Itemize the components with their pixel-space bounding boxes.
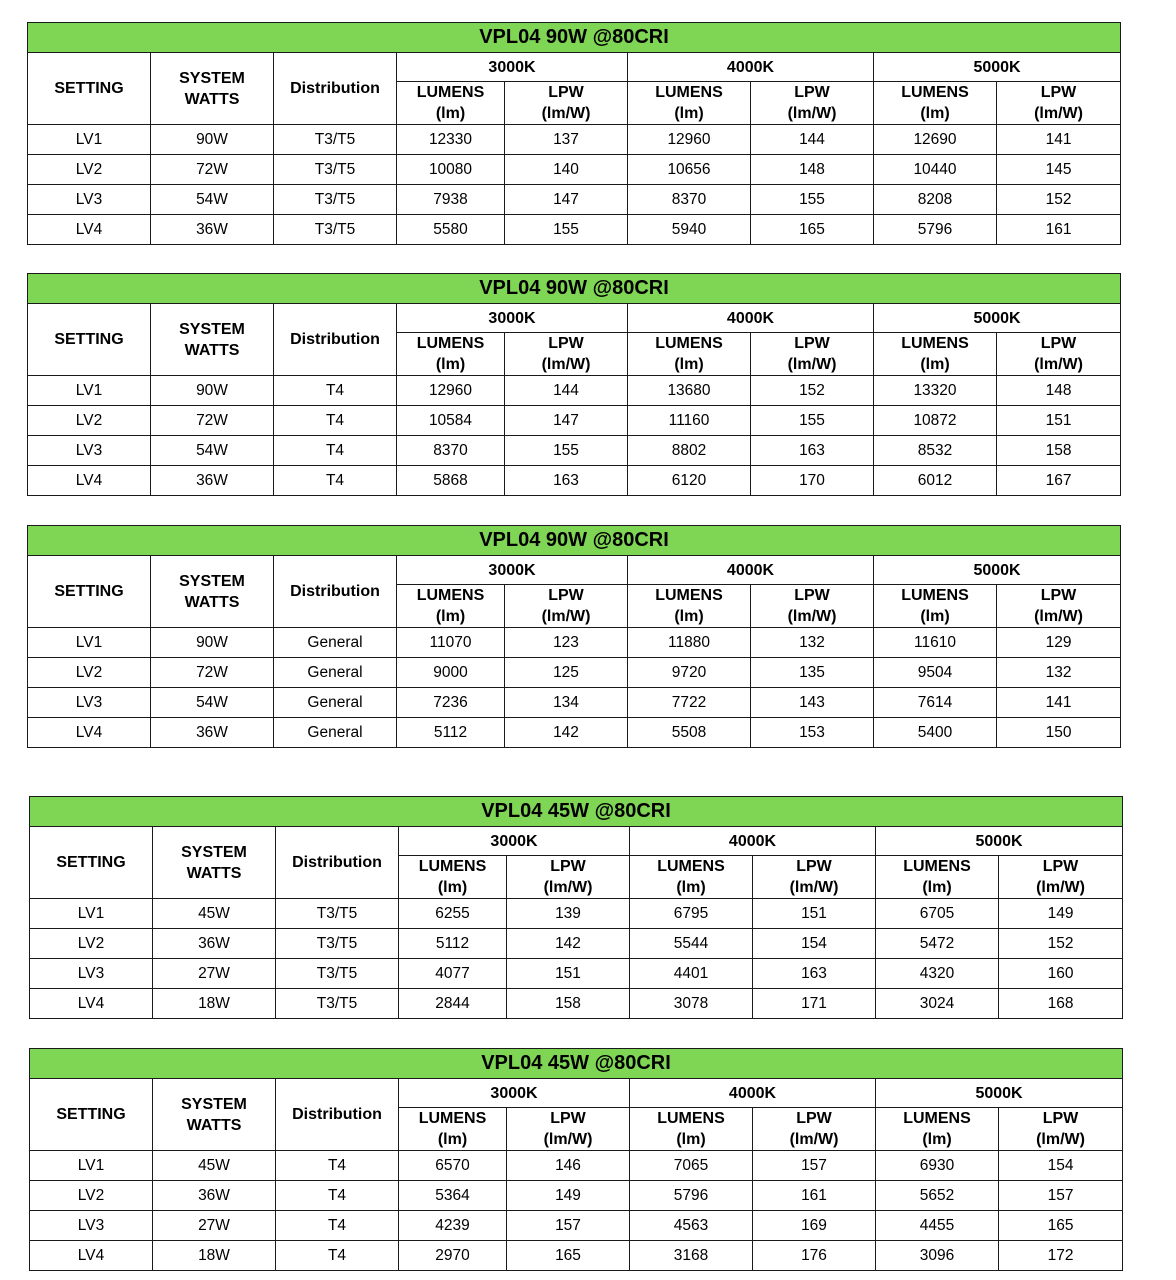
distribution-cell: T4 [276,1241,399,1271]
lpw-cell: 155 [751,185,874,215]
lumens-cell: 3168 [630,1241,753,1271]
lumens-header: LUMENS (lm) [874,585,997,628]
lpw-cell: 154 [999,1151,1123,1181]
watts-cell: 90W [151,376,274,406]
watts-cell: 18W [153,989,276,1019]
setting-cell: LV3 [28,688,151,718]
cct-3000k-header: 3000K [397,556,628,585]
watts-cell: 18W [153,1241,276,1271]
watts-cell: 36W [151,466,274,496]
lpw-header: LPW (lm/W) [751,333,874,376]
lpw-cell: 155 [505,215,628,245]
table-row [30,1211,1123,1241]
table-body [28,125,1121,245]
cct-4000k-header: 4000K [628,53,874,82]
setting-cell: LV4 [30,1241,153,1271]
cct-5000k-header: 5000K [874,556,1121,585]
lpw-cell: 145 [997,155,1121,185]
lpw-header: LPW (lm/W) [505,333,628,376]
lpw-cell: 176 [753,1241,876,1271]
lpw-cell: 147 [505,185,628,215]
lumens-header: LUMENS (lm) [876,856,999,899]
distribution-cell: T3/T5 [276,989,399,1019]
lumens-cell: 11070 [397,628,505,658]
lpw-cell: 147 [505,406,628,436]
setting-header: SETTING [28,304,151,376]
lpw-cell: 129 [997,628,1121,658]
setting-cell: LV4 [28,718,151,748]
lumens-cell: 10080 [397,155,505,185]
lpw-cell: 144 [751,125,874,155]
setting-cell: LV3 [30,1211,153,1241]
cct-5000k-header: 5000K [876,1079,1123,1108]
distribution-header: Distribution [274,53,397,125]
lumens-cell: 5652 [876,1181,999,1211]
lumens-cell: 9000 [397,658,505,688]
distribution-header: Distribution [276,1079,399,1151]
lpw-cell: 132 [997,658,1121,688]
lpw-cell: 151 [507,959,630,989]
setting-header: SETTING [28,53,151,125]
table-row [28,376,1121,406]
lpw-cell: 151 [753,899,876,929]
watts-cell: 36W [153,929,276,959]
spec-table-2 [27,273,1121,496]
setting-cell: LV2 [28,155,151,185]
lpw-cell: 170 [751,466,874,496]
lumens-cell: 4401 [630,959,753,989]
lumens-cell: 5868 [397,466,505,496]
system-watts-header: SYSTEM WATTS [151,53,274,125]
system-watts-header: SYSTEM WATTS [153,827,276,899]
lpw-header: LPW (lm/W) [505,82,628,125]
lumens-header: LUMENS (lm) [630,1108,753,1151]
lpw-header: LPW (lm/W) [753,1108,876,1151]
cct-4000k-header: 4000K [628,556,874,585]
watts-cell: 90W [151,628,274,658]
cct-3000k-header: 3000K [399,827,630,856]
lumens-cell: 5364 [399,1181,507,1211]
setting-header: SETTING [30,827,153,899]
lumens-cell: 11880 [628,628,751,658]
table-row [28,215,1121,245]
lumens-cell: 9504 [874,658,997,688]
lpw-cell: 171 [753,989,876,1019]
lumens-cell: 6570 [399,1151,507,1181]
lpw-cell: 152 [751,376,874,406]
lumens-cell: 5796 [874,215,997,245]
distribution-cell: T4 [274,376,397,406]
lpw-header: LPW (lm/W) [507,856,630,899]
lpw-cell: 141 [997,688,1121,718]
lpw-header: LPW (lm/W) [997,82,1121,125]
lumens-cell: 6255 [399,899,507,929]
lpw-cell: 132 [751,628,874,658]
lpw-cell: 172 [999,1241,1123,1271]
lumens-header: LUMENS (lm) [630,856,753,899]
cct-3000k-header: 3000K [399,1079,630,1108]
cct-3000k-header: 3000K [397,304,628,333]
table-row [28,125,1121,155]
setting-cell: LV1 [30,1151,153,1181]
table-row [30,899,1123,929]
lumens-header: LUMENS (lm) [628,585,751,628]
lpw-cell: 148 [997,376,1121,406]
lumens-header: LUMENS (lm) [397,333,505,376]
setting-cell: LV4 [28,215,151,245]
lumens-cell: 10872 [874,406,997,436]
lpw-cell: 142 [507,929,630,959]
lpw-cell: 152 [999,929,1123,959]
lumens-cell: 5508 [628,718,751,748]
lumens-cell: 2844 [399,989,507,1019]
lpw-cell: 153 [751,718,874,748]
lpw-cell: 154 [753,929,876,959]
setting-cell: LV2 [30,929,153,959]
lumens-header: LUMENS (lm) [876,1108,999,1151]
lumens-cell: 2970 [399,1241,507,1271]
lumens-cell: 5940 [628,215,751,245]
table-row [28,185,1121,215]
lpw-cell: 151 [997,406,1121,436]
lumens-header: LUMENS (lm) [399,1108,507,1151]
lpw-cell: 165 [507,1241,630,1271]
lumens-header: LUMENS (lm) [874,333,997,376]
lpw-cell: 152 [997,185,1121,215]
distribution-cell: General [274,688,397,718]
lpw-cell: 163 [751,436,874,466]
setting-cell: LV3 [28,436,151,466]
lpw-cell: 157 [999,1181,1123,1211]
setting-cell: LV4 [28,466,151,496]
lpw-cell: 169 [753,1211,876,1241]
system-watts-header: SYSTEM WATTS [151,304,274,376]
lpw-cell: 155 [505,436,628,466]
lumens-header: LUMENS (lm) [399,856,507,899]
setting-cell: LV3 [28,185,151,215]
table-row [28,155,1121,185]
lpw-cell: 125 [505,658,628,688]
lpw-cell: 140 [505,155,628,185]
lumens-cell: 13680 [628,376,751,406]
lpw-cell: 139 [507,899,630,929]
lpw-header: LPW (lm/W) [751,585,874,628]
lpw-cell: 157 [507,1211,630,1241]
setting-cell: LV1 [28,376,151,406]
table-row [28,718,1121,748]
lpw-header: LPW (lm/W) [997,585,1121,628]
lpw-cell: 135 [751,658,874,688]
cct-3000k-header: 3000K [397,53,628,82]
lpw-cell: 161 [753,1181,876,1211]
watts-cell: 90W [151,125,274,155]
lpw-cell: 160 [999,959,1123,989]
lumens-cell: 4320 [876,959,999,989]
lumens-cell: 4239 [399,1211,507,1241]
lpw-cell: 148 [751,155,874,185]
watts-cell: 36W [151,718,274,748]
setting-cell: LV3 [30,959,153,989]
lumens-cell: 3078 [630,989,753,1019]
lumens-cell: 5400 [874,718,997,748]
lumens-header: LUMENS (lm) [628,333,751,376]
lpw-header: LPW (lm/W) [999,856,1123,899]
distribution-cell: T4 [274,406,397,436]
distribution-header: Distribution [274,304,397,376]
table-row [28,436,1121,466]
lpw-cell: 142 [505,718,628,748]
table-title: VPL04 45W @80CRI [30,1049,1123,1079]
distribution-cell: General [274,628,397,658]
lumens-cell: 5580 [397,215,505,245]
table-body [28,376,1121,496]
lumens-cell: 4563 [630,1211,753,1241]
lumens-cell: 9720 [628,658,751,688]
lumens-cell: 8370 [397,436,505,466]
lumens-header: LUMENS (lm) [628,82,751,125]
lumens-cell: 12690 [874,125,997,155]
lpw-cell: 144 [505,376,628,406]
lpw-cell: 161 [997,215,1121,245]
setting-header: SETTING [30,1079,153,1151]
cct-4000k-header: 4000K [628,304,874,333]
table-title: VPL04 90W @80CRI [28,274,1121,304]
lpw-header: LPW (lm/W) [751,82,874,125]
lpw-header: LPW (lm/W) [753,856,876,899]
watts-cell: 54W [151,688,274,718]
table-row [28,406,1121,436]
setting-cell: LV4 [30,989,153,1019]
lpw-cell: 137 [505,125,628,155]
cct-4000k-header: 4000K [630,1079,876,1108]
watts-cell: 36W [153,1181,276,1211]
distribution-cell: T4 [276,1211,399,1241]
setting-cell: LV1 [28,628,151,658]
watts-cell: 54W [151,436,274,466]
lpw-cell: 146 [507,1151,630,1181]
table-row [28,466,1121,496]
table-body [30,1151,1123,1271]
setting-cell: LV1 [30,899,153,929]
lpw-cell: 149 [507,1181,630,1211]
lpw-cell: 155 [751,406,874,436]
lumens-cell: 5112 [397,718,505,748]
distribution-cell: T3/T5 [276,929,399,959]
lumens-cell: 10584 [397,406,505,436]
table-row [30,1151,1123,1181]
table-title: VPL04 90W @80CRI [28,23,1121,53]
lumens-cell: 8532 [874,436,997,466]
lpw-cell: 158 [507,989,630,1019]
table-title: VPL04 45W @80CRI [30,797,1123,827]
table-body [28,628,1121,748]
lpw-cell: 163 [753,959,876,989]
lpw-cell: 123 [505,628,628,658]
lpw-cell: 165 [751,215,874,245]
lpw-cell: 157 [753,1151,876,1181]
watts-cell: 27W [153,1211,276,1241]
system-watts-header: SYSTEM WATTS [153,1079,276,1151]
watts-cell: 27W [153,959,276,989]
lumens-cell: 12330 [397,125,505,155]
lumens-cell: 7938 [397,185,505,215]
lumens-cell: 5112 [399,929,507,959]
watts-cell: 54W [151,185,274,215]
lumens-cell: 4455 [876,1211,999,1241]
distribution-cell: T3/T5 [276,899,399,929]
lpw-header: LPW (lm/W) [997,333,1121,376]
watts-cell: 36W [151,215,274,245]
lumens-cell: 10656 [628,155,751,185]
spec-table-5 [29,1048,1123,1271]
lumens-cell: 10440 [874,155,997,185]
lumens-cell: 11160 [628,406,751,436]
lumens-cell: 12960 [628,125,751,155]
lumens-cell: 4077 [399,959,507,989]
lumens-cell: 7614 [874,688,997,718]
table-body [30,899,1123,1019]
lumens-header: LUMENS (lm) [397,585,505,628]
setting-cell: LV1 [28,125,151,155]
distribution-cell: T4 [274,436,397,466]
lumens-cell: 3024 [876,989,999,1019]
lumens-cell: 13320 [874,376,997,406]
table-row [28,628,1121,658]
lumens-cell: 7722 [628,688,751,718]
lumens-cell: 3096 [876,1241,999,1271]
spec-table-1 [27,22,1121,245]
distribution-cell: T4 [276,1181,399,1211]
lpw-cell: 134 [505,688,628,718]
lpw-cell: 141 [997,125,1121,155]
watts-cell: 45W [153,1151,276,1181]
lumens-cell: 8802 [628,436,751,466]
lumens-cell: 8208 [874,185,997,215]
lumens-cell: 5544 [630,929,753,959]
watts-cell: 72W [151,406,274,436]
table-row [30,1181,1123,1211]
lpw-cell: 149 [999,899,1123,929]
watts-cell: 72W [151,658,274,688]
distribution-cell: T3/T5 [274,155,397,185]
cct-5000k-header: 5000K [876,827,1123,856]
table-row [30,929,1123,959]
watts-cell: 72W [151,155,274,185]
setting-cell: LV2 [28,658,151,688]
cct-5000k-header: 5000K [874,53,1121,82]
table-row [30,959,1123,989]
lumens-cell: 5472 [876,929,999,959]
distribution-cell: T3/T5 [274,125,397,155]
setting-cell: LV2 [28,406,151,436]
lpw-cell: 163 [505,466,628,496]
setting-header: SETTING [28,556,151,628]
table-title: VPL04 90W @80CRI [28,526,1121,556]
table-row [28,658,1121,688]
lumens-cell: 6795 [630,899,753,929]
cct-4000k-header: 4000K [630,827,876,856]
table-row [28,688,1121,718]
lumens-cell: 12960 [397,376,505,406]
lpw-cell: 167 [997,466,1121,496]
lumens-header: LUMENS (lm) [397,82,505,125]
system-watts-header: SYSTEM WATTS [151,556,274,628]
lpw-cell: 143 [751,688,874,718]
lumens-cell: 7065 [630,1151,753,1181]
lpw-cell: 158 [997,436,1121,466]
lpw-cell: 165 [999,1211,1123,1241]
distribution-cell: General [274,718,397,748]
watts-cell: 45W [153,899,276,929]
distribution-cell: T4 [274,466,397,496]
distribution-cell: T3/T5 [276,959,399,989]
distribution-cell: T3/T5 [274,215,397,245]
lumens-cell: 8370 [628,185,751,215]
lpw-cell: 168 [999,989,1123,1019]
cct-5000k-header: 5000K [874,304,1121,333]
lumens-cell: 11610 [874,628,997,658]
lumens-cell: 6705 [876,899,999,929]
spec-table-4 [29,796,1123,1019]
lpw-header: LPW (lm/W) [999,1108,1123,1151]
table-row [30,1241,1123,1271]
lumens-cell: 6930 [876,1151,999,1181]
lumens-cell: 7236 [397,688,505,718]
lumens-cell: 6120 [628,466,751,496]
distribution-cell: T3/T5 [274,185,397,215]
distribution-header: Distribution [274,556,397,628]
lpw-header: LPW (lm/W) [505,585,628,628]
lpw-header: LPW (lm/W) [507,1108,630,1151]
distribution-cell: T4 [276,1151,399,1181]
lumens-cell: 5796 [630,1181,753,1211]
distribution-header: Distribution [276,827,399,899]
setting-cell: LV2 [30,1181,153,1211]
lumens-cell: 6012 [874,466,997,496]
distribution-cell: General [274,658,397,688]
table-row [30,989,1123,1019]
lpw-cell: 150 [997,718,1121,748]
lumens-header: LUMENS (lm) [874,82,997,125]
spec-table-3 [27,525,1121,748]
